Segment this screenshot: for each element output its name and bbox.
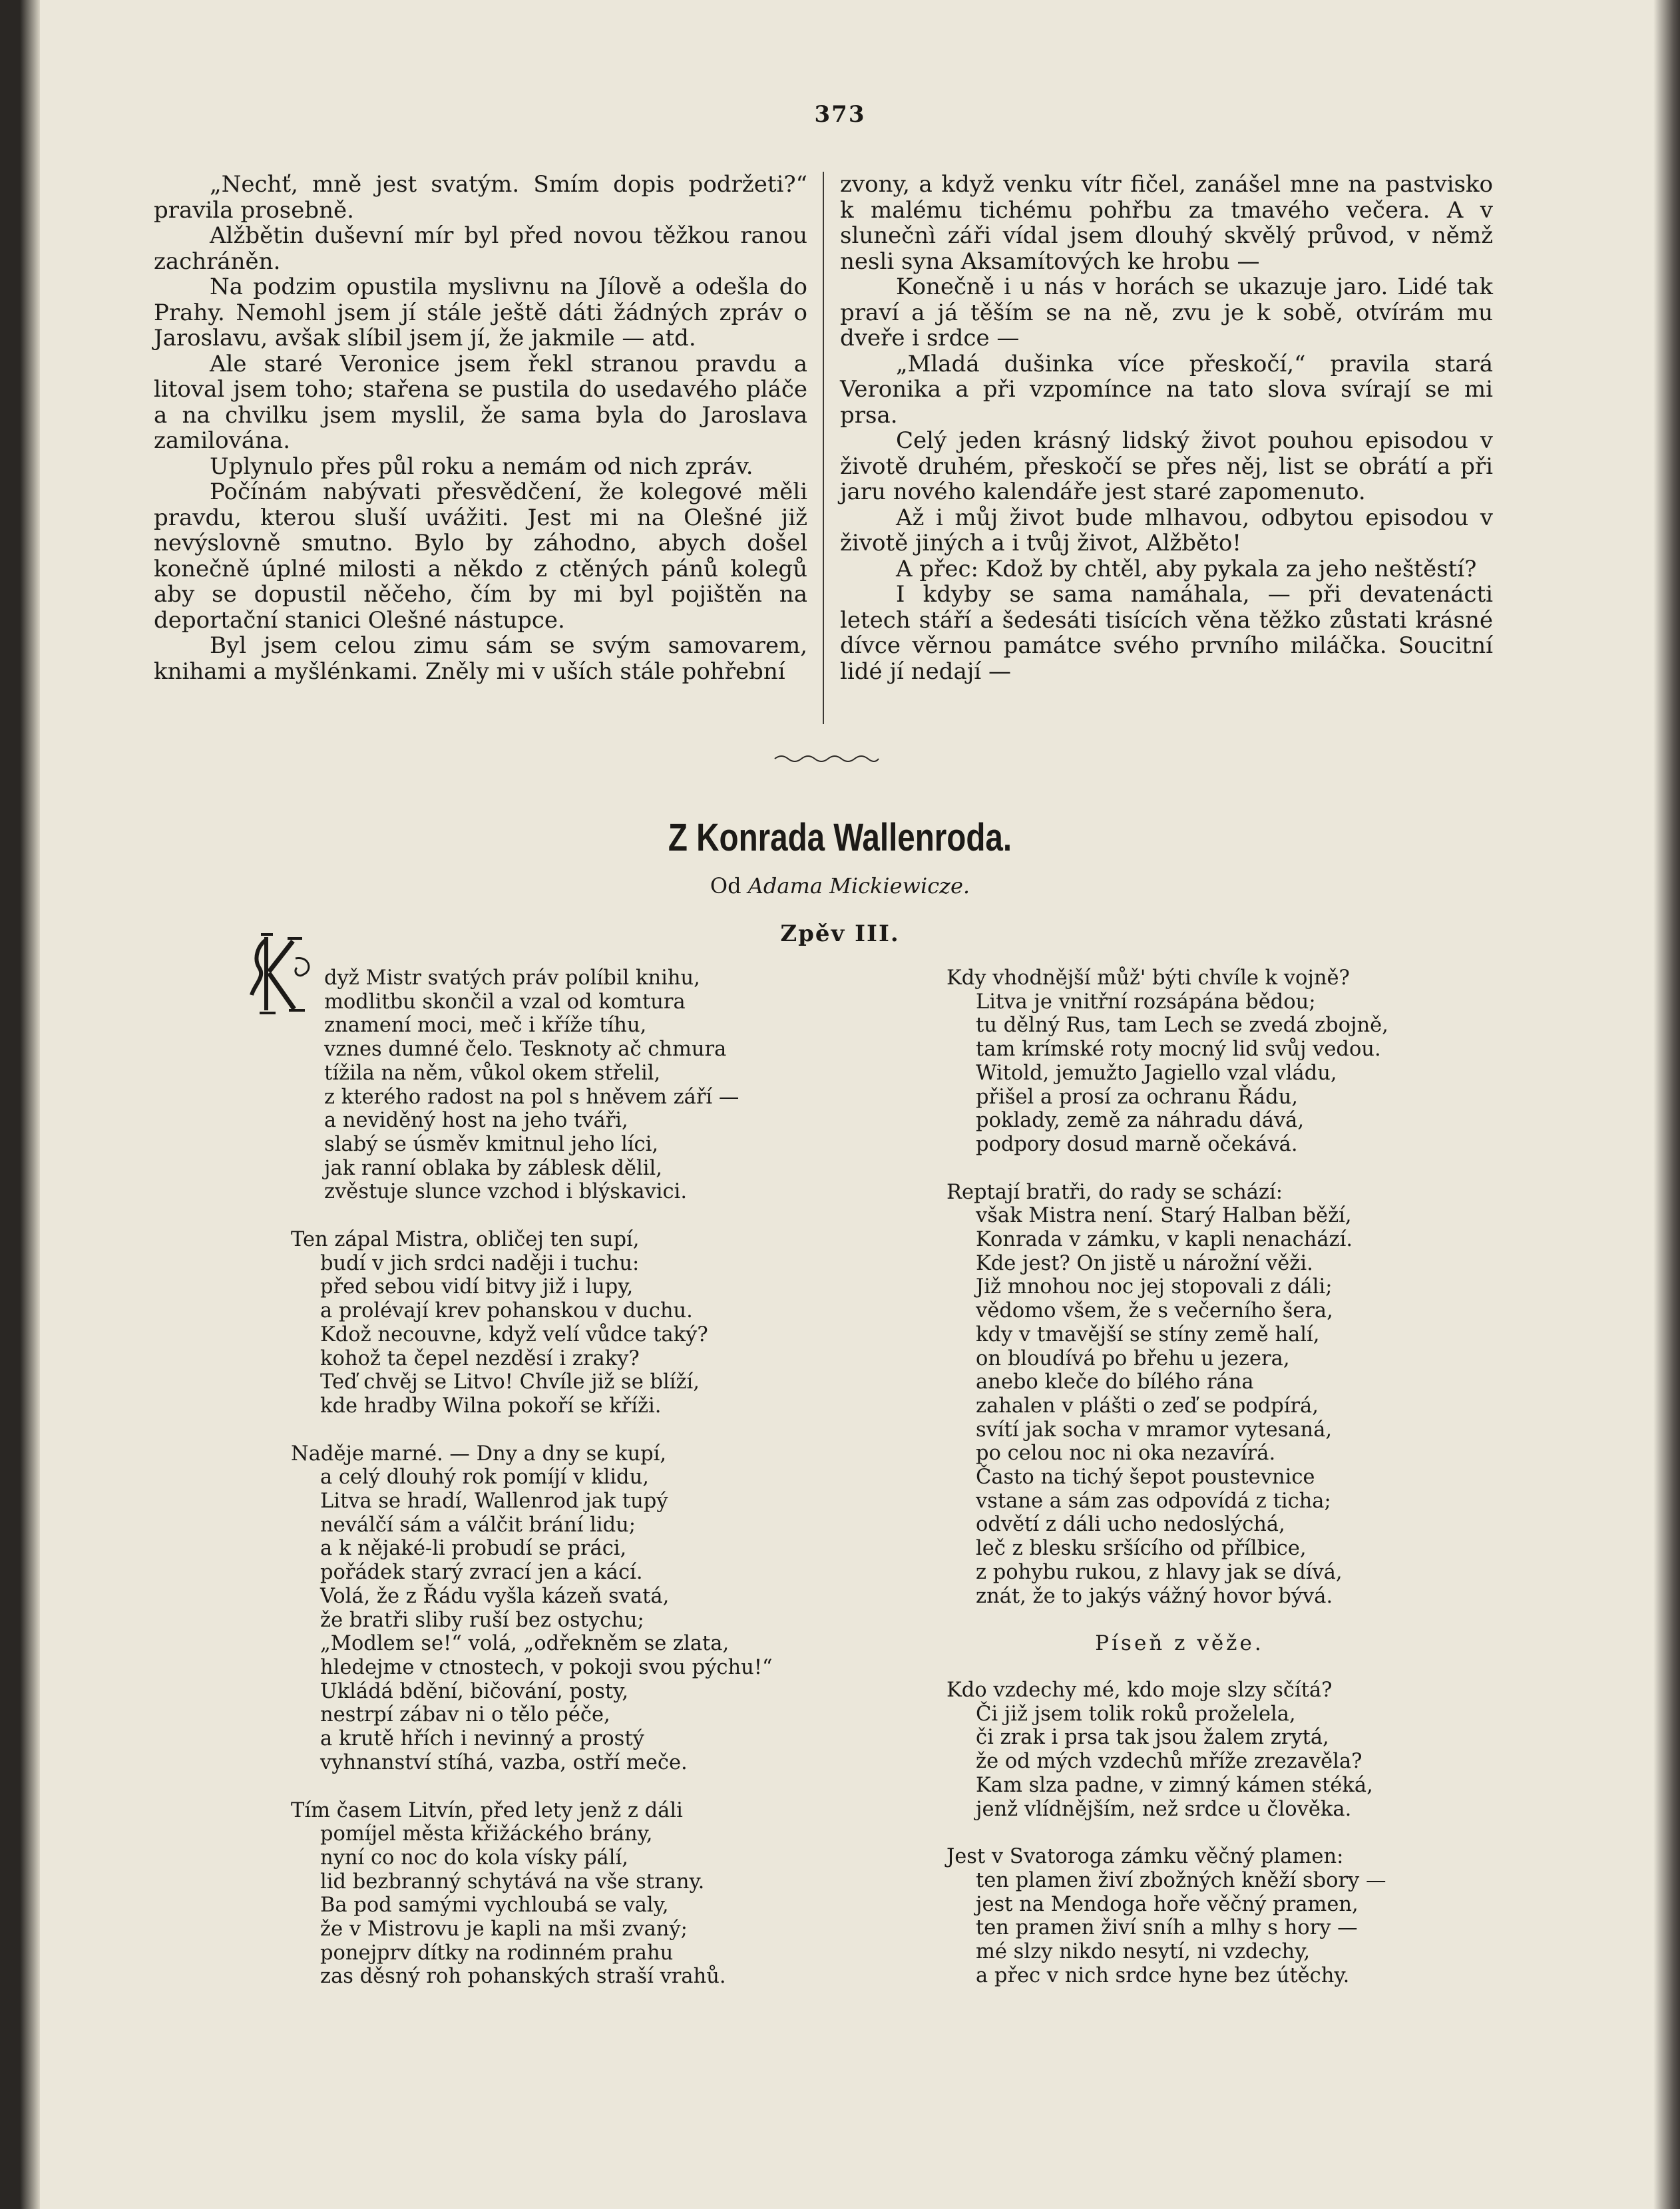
verse-line: Litva je vnitřní rozsápána bědou; xyxy=(976,990,1316,1014)
verse-line: a k nějaké-li probudí se práci, xyxy=(320,1537,627,1561)
verse-line: zvěstuje slunce vzchod i blýskavici. xyxy=(324,1180,688,1204)
stanza xyxy=(291,966,773,1204)
verse-line: a neviděný host na jeho tváři, xyxy=(324,1109,628,1133)
prose-column-right xyxy=(840,172,1493,684)
verse-line: tu dělný Rus, tam Lech se zvedá zbojně, xyxy=(976,1014,1388,1038)
page-number: 373 xyxy=(814,101,866,128)
byline-author: Adama Mickiewicze. xyxy=(747,873,970,899)
verse-line: vznes dumné čelo. Tesknoty ač chmura xyxy=(324,1038,727,1062)
verse-line: znát, že to jakýs vážný hovor bývá. xyxy=(976,1584,1333,1608)
verse-line: ten pramen živí sníh a mlhy s hory — xyxy=(976,1916,1358,1940)
paragraph: „Mladá dušinka více přeskočí,“ pravila stará Veronika a při vzpomínce na tato slova svírají se mi prsa. xyxy=(840,350,1493,429)
verse-line: Tím časem Litvín, před lety jenž z dáli xyxy=(291,1798,683,1822)
verse-line: zahalen v plášti o zeď se podpírá, xyxy=(976,1394,1319,1418)
verse-line: modlitbu skončil a vzal od komtura xyxy=(324,990,686,1014)
paragraph: Konečně i u nás v horách se ukazuje jaro. Lidé tak praví a já těším se na ně, zvu je k sobě, otvírám mu dveře i srdce — xyxy=(840,274,1493,351)
paragraph: Byl jsem celou zimu sám se svým samovarem, knihami a myšlénkami. Zněly mi v uších stále pohřební xyxy=(154,632,807,685)
verse-line: že v Mistrovu je kapli na mši zvaný; xyxy=(320,1917,688,1941)
canto-heading: Zpěv III. xyxy=(780,920,900,947)
verse-line: tížila na něm, vůkol okem střelil, xyxy=(324,1061,661,1085)
verse-line: před sebou vidí bitvy již i lupy, xyxy=(320,1275,634,1299)
paragraph: zvony, a když venku vítr fičel, zanášel mne na pastvisko k malému tichému pohřbu za tmavého večera. A v slunečnì záři vídal jsem dlouhý skvělý průvod, v němž nesli syna Aksamítových ke hrobu — xyxy=(840,171,1493,275)
poem-title: Z Konrada Wallenroda. xyxy=(668,816,1012,859)
paragraph: Ale staré Veronice jsem řekl stranou pravdu a litoval jsem toho; stařena se pustila do usedavého pláče a na chvilku jsem myslil, že sama byla do Jaroslava zamilována. xyxy=(154,350,807,454)
verse-line: zas děsný roh pohanských straší vrahů. xyxy=(320,1965,726,1989)
verse-line: však Mistra není. Starý Halban běží, xyxy=(976,1204,1352,1228)
verse-line: Kdy vhodnější můž' býti chvíle k vojně? xyxy=(946,966,1350,990)
verse-line: nyní co noc do kola vísky pálí, xyxy=(320,1846,628,1870)
verse-line: a celý dlouhý rok pomíjí v klidu, xyxy=(320,1466,649,1490)
verse-line: po celou noc ni oka nezavírá. xyxy=(976,1442,1276,1466)
verse-line: leč z blesku sršícího od přílbice, xyxy=(976,1537,1307,1561)
stanza xyxy=(291,1228,773,1418)
verse-line: Volá, že z Řádu vyšla kázeň svatá, xyxy=(320,1584,670,1608)
verse-line: hledejme v ctnostech, v pokoji svou pýchu!“ xyxy=(320,1655,773,1679)
verse-line: lid bezbranný schytává na vše strany. xyxy=(320,1870,705,1894)
verse-line: jak ranní oblaka by záblesk dělil, xyxy=(324,1156,662,1180)
verse-line: anebo kleče do bílého rána xyxy=(976,1370,1254,1394)
verse-line: Ukládá bdění, bičování, posty, xyxy=(320,1679,629,1703)
verse-line: Naděje marné. — Dny a dny se kupí, xyxy=(291,1442,667,1466)
verse-line: ponejprv dítky na rodinném prahu xyxy=(320,1941,674,1965)
paragraph: Uplynulo přes půl roku a nemám od nich zpráv. xyxy=(210,453,753,480)
paragraph: Až i můj život bude mlhavou, odbytou episodou v životě jiných a i tvůj život, Alžběto! xyxy=(840,504,1493,556)
verse-line: přišel a prosí za ochranu Řádu, xyxy=(976,1085,1298,1109)
stanza xyxy=(291,1799,773,1989)
verse-line: mé slzy nikdo nesytí, ni vzdechy, xyxy=(976,1940,1311,1964)
verse-line: Ten zápal Mistra, obličej ten supí, xyxy=(291,1228,640,1252)
verse-line: podpory dosud marně očekává. xyxy=(976,1132,1298,1156)
verse-line: Litva se hradí, Wallenrod jak tupý xyxy=(320,1490,668,1513)
verse-line: Kde jest? On jistě u nárožní věži. xyxy=(976,1251,1313,1275)
verse-line: Jest v Svatoroga zámku věčný plamen: xyxy=(946,1845,1344,1869)
verse-line: neválčí sám a válčit brání lidu; xyxy=(320,1513,636,1537)
paragraph: Celý jeden krásný lidský život pouhou episodou v životě druhém, přeskočí se přes něj, list se obrátí a při jaru nového kalendáře jest staré zapomenuto. xyxy=(840,427,1493,505)
stanza xyxy=(946,1845,1412,1987)
verse-line: tam krímské roty mocný lid svůj vedou. xyxy=(976,1038,1381,1062)
verse-line: že bratři sliby ruší bez ostychu; xyxy=(320,1608,644,1632)
verse-line: vědomo všem, že s večerního šera, xyxy=(976,1299,1333,1323)
verse-line: ten plamen živí zbožných kněží sbory — xyxy=(976,1868,1386,1892)
scan-right-edge xyxy=(1653,0,1680,2209)
verse-line: dyž Mistr svatých práv políbil knihu, xyxy=(324,966,700,990)
poem-column-right xyxy=(946,966,1412,2011)
verse-line: jenž vlídnějším, než srdce u člověka. xyxy=(976,1797,1352,1821)
verse-line: či zrak i prsa tak jsou žalem zrytá, xyxy=(976,1726,1329,1750)
verse-line: Či již jsem tolik roků proželela, xyxy=(976,1702,1296,1726)
song-stanzas xyxy=(946,1679,1412,1987)
verse-line: Kdož necouvne, když velí vůdce taký? xyxy=(320,1322,708,1346)
verse-line: Kam slza padne, v zimný kámen stéká, xyxy=(976,1773,1373,1797)
verse-line: odvětí z dáli ucho nedoslýchá, xyxy=(976,1513,1285,1537)
prose-column-left xyxy=(154,172,807,684)
column-divider xyxy=(823,172,824,724)
verse-line: že od mých vzdechů mříže zrezavěla? xyxy=(976,1750,1363,1774)
verse-line: Již mnohou noc jej stopovali z dáli; xyxy=(976,1275,1333,1299)
verse-line: jest na Mendoga hoře věčný pramen, xyxy=(976,1892,1359,1916)
poem-byline xyxy=(0,873,1680,899)
verse-line: znamení moci, meč i kříže tíhu, xyxy=(324,1014,647,1038)
verse-line: „Modlem se!“ volá, „odřekněm se zlata, xyxy=(320,1632,730,1656)
verse-line: a prolévají krev pohanskou v duchu. xyxy=(320,1299,693,1323)
verse-line: budí v jich srdci naději i tuchu: xyxy=(320,1251,640,1275)
paragraph: „Nechť, mně jest svatým. Smím dopis podržeti?“ pravila prosebně. xyxy=(154,171,807,224)
stanza xyxy=(946,966,1412,1157)
byline-prefix: Od xyxy=(710,873,741,899)
poem-column-left xyxy=(291,966,773,2013)
verse-line: vstane a sám zas odpovídá z ticha; xyxy=(976,1489,1331,1513)
stanza xyxy=(946,1181,1412,1609)
verse-line: kohož ta čepel nezděsí i zraky? xyxy=(320,1346,640,1370)
verse-line: pořádek starý zvrací jen a kácí. xyxy=(320,1561,643,1585)
verse-line: on bloudívá po břehu u jezera, xyxy=(976,1346,1290,1370)
verse-line: a krutě hřích i nevinný a prostý xyxy=(320,1727,644,1751)
song-title: Píseň z věže. xyxy=(1095,1631,1264,1656)
verse-line: Reptají bratři, do rady se schází: xyxy=(946,1180,1283,1204)
verse-line: Teď chvěj se Litvo! Chvíle již se blíží, xyxy=(320,1370,700,1394)
stanza xyxy=(946,1679,1412,1821)
verse-line: Kdo vzdechy mé, kdo moje slzy sčítá? xyxy=(946,1678,1333,1702)
verse-line: Witold, jemužto Jagiello vzal vládu, xyxy=(976,1061,1337,1085)
verse-line: slabý se úsměv kmitnul jeho líci, xyxy=(324,1132,659,1156)
verse-line: poklady, země za náhradu dává, xyxy=(976,1109,1305,1133)
scan-left-edge xyxy=(0,0,40,2209)
verse-line: pomíjel města křižáckého brány, xyxy=(320,1822,653,1846)
verse-line: Konrada v zámku, v kapli nenachází. xyxy=(976,1228,1353,1252)
section-divider-ornament xyxy=(773,752,880,765)
paragraph: I kdyby se sama namáhala, — při devatenácti letech stáří a šedesáti tisících věna těžko zůstati krásné dívce věrnou památce svého prvního miláčka. Soucitní lidé jí nedají — xyxy=(840,581,1493,685)
stanza xyxy=(291,1442,773,1775)
paragraph: A přec: Kdož by chtěl, aby pykala za jeho neštěstí? xyxy=(896,555,1477,582)
verse-line: Ba pod samými vychloubá se valy, xyxy=(320,1894,669,1917)
paragraph: Alžbětin duševní mír byl před novou těžkou ranou zachráněn. xyxy=(154,222,807,275)
paragraph: Počínám nabývati přesvědčení, že kolegové měli pravdu, kterou sluší uvážiti. Jest mi na Olešné již nevýslovně smutno. Bylo by záhodno, abych došel konečně úplné milosti a někdo z ctěných pánů kolegů aby se dopustil něčeho, čím by mi byl pojištěn na deportační stanici Olešné nástupce. xyxy=(154,479,807,634)
verse-line: kde hradby Wilna pokoří se kříži. xyxy=(320,1394,662,1418)
paragraph: Na podzim opustila myslivnu na Jílově a odešla do Prahy. Nemohl jsem jí stále ještě dáti žádných zpráv o Jaroslavu, avšak slíbil jsem jí, že jakmile — atd. xyxy=(154,274,807,351)
verse-line: z kterého radost na pol s hněvem září — xyxy=(324,1085,739,1109)
verse-line: z pohybu rukou, z hlavy jak se dívá, xyxy=(976,1560,1343,1584)
verse-line: svítí jak socha v mramor vytesaná, xyxy=(976,1418,1333,1442)
poem-right-stanzas xyxy=(946,966,1412,1608)
verse-line: a přec v nich srdce hyne bez útěchy. xyxy=(976,1963,1350,1987)
verse-line: nestrpí zábav ni o tělo péče, xyxy=(320,1703,610,1727)
verse-line: kdy v tmavější se stíny země halí, xyxy=(976,1322,1320,1346)
verse-line: vyhnanství stíhá, vazba, ostří meče. xyxy=(320,1750,688,1774)
verse-line: Často na tichý šepot poustevnice xyxy=(976,1466,1315,1490)
